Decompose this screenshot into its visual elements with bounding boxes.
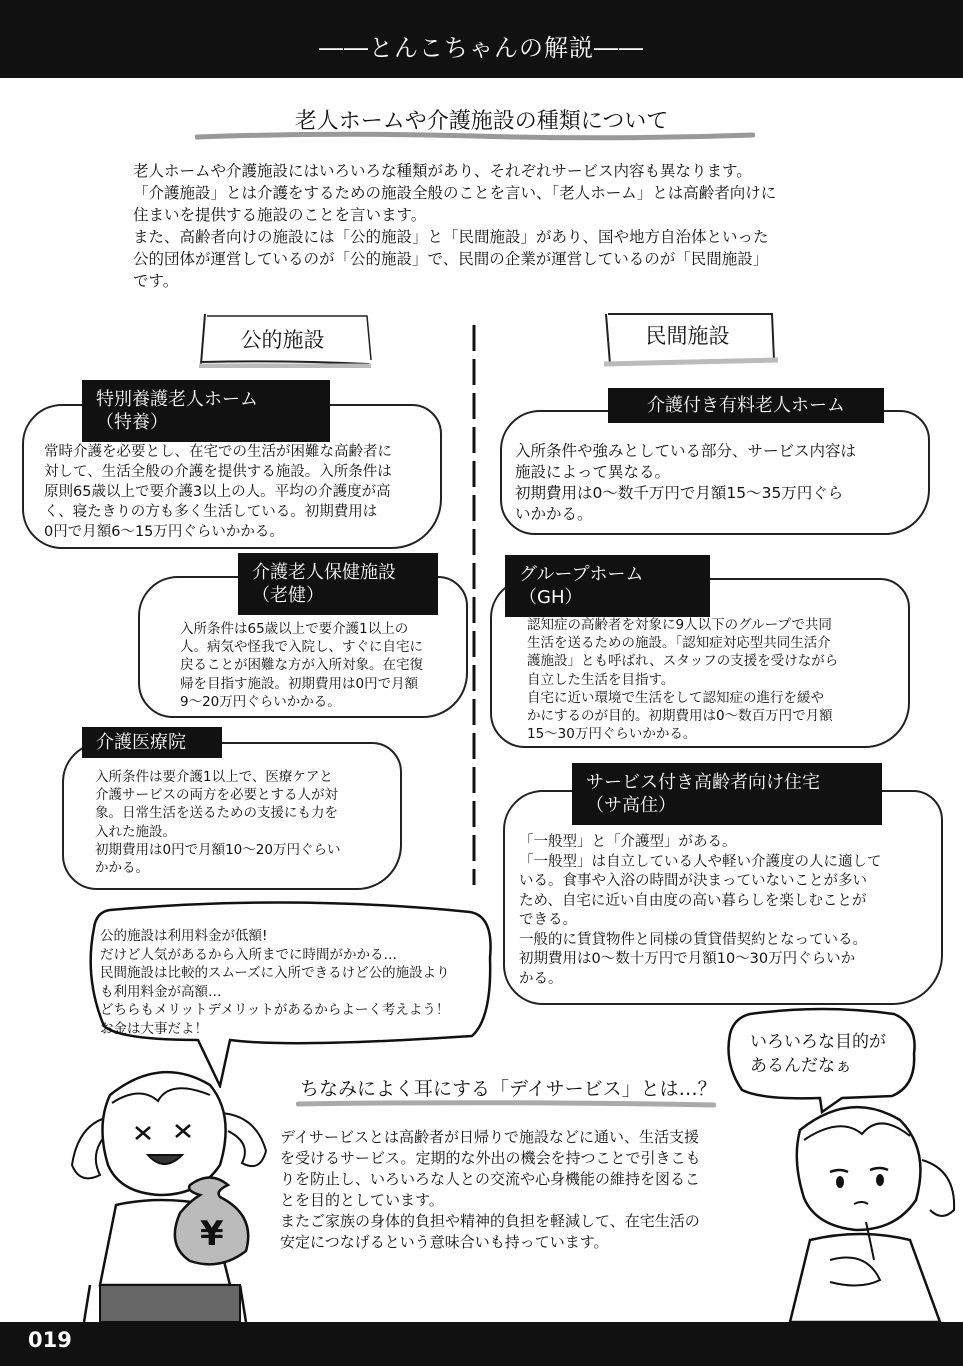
intro-line: です。 <box>133 272 179 290</box>
text-line: 15～30万円ぐらいかかる。 <box>527 726 697 743</box>
bubble-line: も利用料金が高額… <box>100 983 222 1000</box>
label-line: サービス付き高齢者向け住宅 <box>586 772 820 793</box>
group-home-text <box>527 616 838 743</box>
intro-text <box>133 160 853 292</box>
label-line: 介護付き有料老人ホーム <box>647 395 845 416</box>
header-title: ――とんこちゃんの解説―― <box>319 34 644 62</box>
bubble-line: どちらもメリットデメリットがあるからよーく考えよう！ <box>100 1002 450 1018</box>
text-line: 初期費用は0～数十万円で月額10～30万円ぐらいか <box>519 951 856 967</box>
tokuyou-label <box>82 380 330 442</box>
iryouin-text <box>95 768 340 877</box>
day-line: とを目的としています。 <box>280 1191 444 1209</box>
text-line: 対して、生活全般の介護を提供する施設。入所条件は <box>44 464 392 480</box>
text-line: 護施設」とも呼ばれ、スタッフの支援を受けながら <box>527 653 839 670</box>
intro-line: 「介護施設」とは介護をするための施設全般のことを言い、「老人ホーム」とは高齢者向けに <box>133 184 777 202</box>
bubble-line: だけど人気があるから入所までに時間がかかる… <box>100 946 397 963</box>
private-heading: 民間施設 <box>645 324 730 348</box>
group-home-label <box>505 555 710 617</box>
thought-line: あるんだなぁ <box>750 1056 852 1076</box>
day-line: デイサービスとは高齢者が日帰りで施設などに通い、生活支援 <box>280 1128 699 1146</box>
speech-bubble-text <box>100 927 450 1038</box>
iryouin-label <box>82 727 222 758</box>
thinking-girl-illustration <box>770 1090 960 1322</box>
intro-line: また、高齢者向けの施設には「公的施設」と「民間施設」があり、国や地方自治体といった <box>133 228 769 246</box>
thought-line: いろいろな目的が <box>750 1032 886 1052</box>
roken-text <box>180 620 423 711</box>
text-line: 戻ることが困難な方が入所対象。在宅復 <box>180 657 423 674</box>
text-line: 「一般型」と「介護型」がある。 <box>519 834 737 850</box>
text-line: かにするのが目的。初期費用は0～数百万円で月額 <box>527 708 833 725</box>
label-line: 介護老人保健施設 <box>252 562 396 583</box>
main-title: 老人ホームや介護施設の種類について <box>294 109 669 134</box>
public-heading: 公的施設 <box>240 328 325 352</box>
sakoju-text <box>519 833 882 989</box>
text-line: 初期費用は0円で月額10～20万円ぐらい <box>95 841 341 858</box>
center-divider <box>472 325 476 885</box>
text-line: 施設によって異なる。 <box>515 463 671 481</box>
text-line: 入れた施設。 <box>95 823 176 840</box>
text-line: 自立した生活を目指す。 <box>527 671 675 688</box>
text-line: 入所条件は65歳以上で要介護1以上の <box>180 621 409 637</box>
text-line: 認知症の高齢者を対象に9人以下のグループで共同 <box>527 617 832 633</box>
text-line: 原則65歳以上で要介護3以上の人。平均の介護度が高 <box>44 484 391 500</box>
day-line: またご家族の身体的負担や精神的負担を軽減して、在宅生活の <box>280 1212 700 1230</box>
yuryou-text <box>515 441 856 525</box>
text-line: いる。食事や入浴の時間が決まっていないことが多い <box>519 873 867 889</box>
text-line: く、寝たきりの方も多く生活している。初期費用は <box>44 504 378 520</box>
text-line: 入所条件は要介護1以上で、医療ケアと <box>95 769 333 785</box>
bubble-line: 民間施設は比較的スムーズに入所できるけど公的施設より <box>100 965 450 981</box>
text-line: 生活を送るための施設。「認知症対応型共同生活介 <box>527 635 831 652</box>
text-line: 0円で月額6～15万円ぐらいかかる。 <box>44 524 284 540</box>
label-line: （特養） <box>96 412 168 433</box>
day-line: りを防止し、いろいろな人との交流や心身機能の維持を図るこ <box>280 1170 701 1188</box>
text-line: できる。 <box>519 912 577 928</box>
tokuyou-text <box>44 442 392 542</box>
yen-symbol: ¥ <box>200 1214 224 1254</box>
text-line: 初期費用は0～数千万円で月額15～35万円ぐら <box>515 484 844 502</box>
text-line: 常時介護を必要とし、在宅での生活が困難な高齢者に <box>44 444 392 460</box>
label-line: （サ高住） <box>586 795 676 816</box>
day-service-title: ちなみによく耳にする「デイサービス」とは…？ <box>300 1078 717 1100</box>
thought-bubble-text <box>750 1030 886 1078</box>
text-line: 象。日常生活を送るための支援にも力を <box>95 805 338 822</box>
bubble-line: お金は大事だよ！ <box>100 1020 208 1037</box>
day-service-underline <box>296 1099 716 1109</box>
page-number: 019 <box>28 1328 72 1352</box>
text-line: 人。病気や怪我で入院し、すぐに自宅に <box>180 639 423 656</box>
text-line: 9～20万円ぐらいかかる。 <box>180 693 341 710</box>
girl-with-money-bag-illustration <box>60 1055 280 1322</box>
text-line: 帰を目指す施設。初期費用は0円で月額 <box>180 675 419 692</box>
label-line: （GH） <box>519 587 583 608</box>
text-line: ため、自宅に近い自由度の高い暮らしを楽しむことが <box>519 892 867 909</box>
text-line: 介護サービスの両方を必要とする人が対 <box>95 787 338 804</box>
text-line: 自宅に近い環境で生活をして認知症の進行を緩や <box>527 689 824 706</box>
day-line: を受けるサービス。定期的な外出の機会を持つことで引きこも <box>280 1149 701 1167</box>
title-underline <box>195 131 755 141</box>
footer-bar <box>0 1322 963 1366</box>
label-line: グループホーム <box>519 564 644 585</box>
day-service-text <box>280 1127 700 1253</box>
text-line: 一般的に賃貸物件と同様の賃貸借契約となっている。 <box>519 931 867 948</box>
day-line: 安定につなげるという意味合いも持っています。 <box>280 1233 609 1251</box>
text-line: 「一般型」は自立している人や軽い介護度の人に適して <box>519 853 882 870</box>
bubble-line: 公的施設は利用料金が低額! <box>100 928 268 944</box>
text-line: かる。 <box>519 970 563 987</box>
yuryou-label <box>608 388 884 423</box>
label-line: 特別養護老人ホーム <box>96 389 258 410</box>
text-line: いかかる。 <box>515 505 593 523</box>
label-line: （老健） <box>252 585 324 606</box>
roken-label <box>238 553 438 615</box>
intro-line: 公的団体が運営しているのが「公的施設」で、民間の企業が運営しているのが「民間施設」 <box>133 250 769 268</box>
label-line: 介護医療院 <box>96 732 186 753</box>
text-line: かかる。 <box>95 860 149 877</box>
sakoju-label <box>572 763 882 825</box>
intro-line: 老人ホームや介護施設にはいろいろな種類があり、それぞれサービス内容も異なります。 <box>133 162 752 180</box>
intro-line: 住まいを提供する施設のことを言います。 <box>133 206 427 224</box>
text-line: 入所条件や強みとしている部分、サービス内容は <box>515 442 857 460</box>
